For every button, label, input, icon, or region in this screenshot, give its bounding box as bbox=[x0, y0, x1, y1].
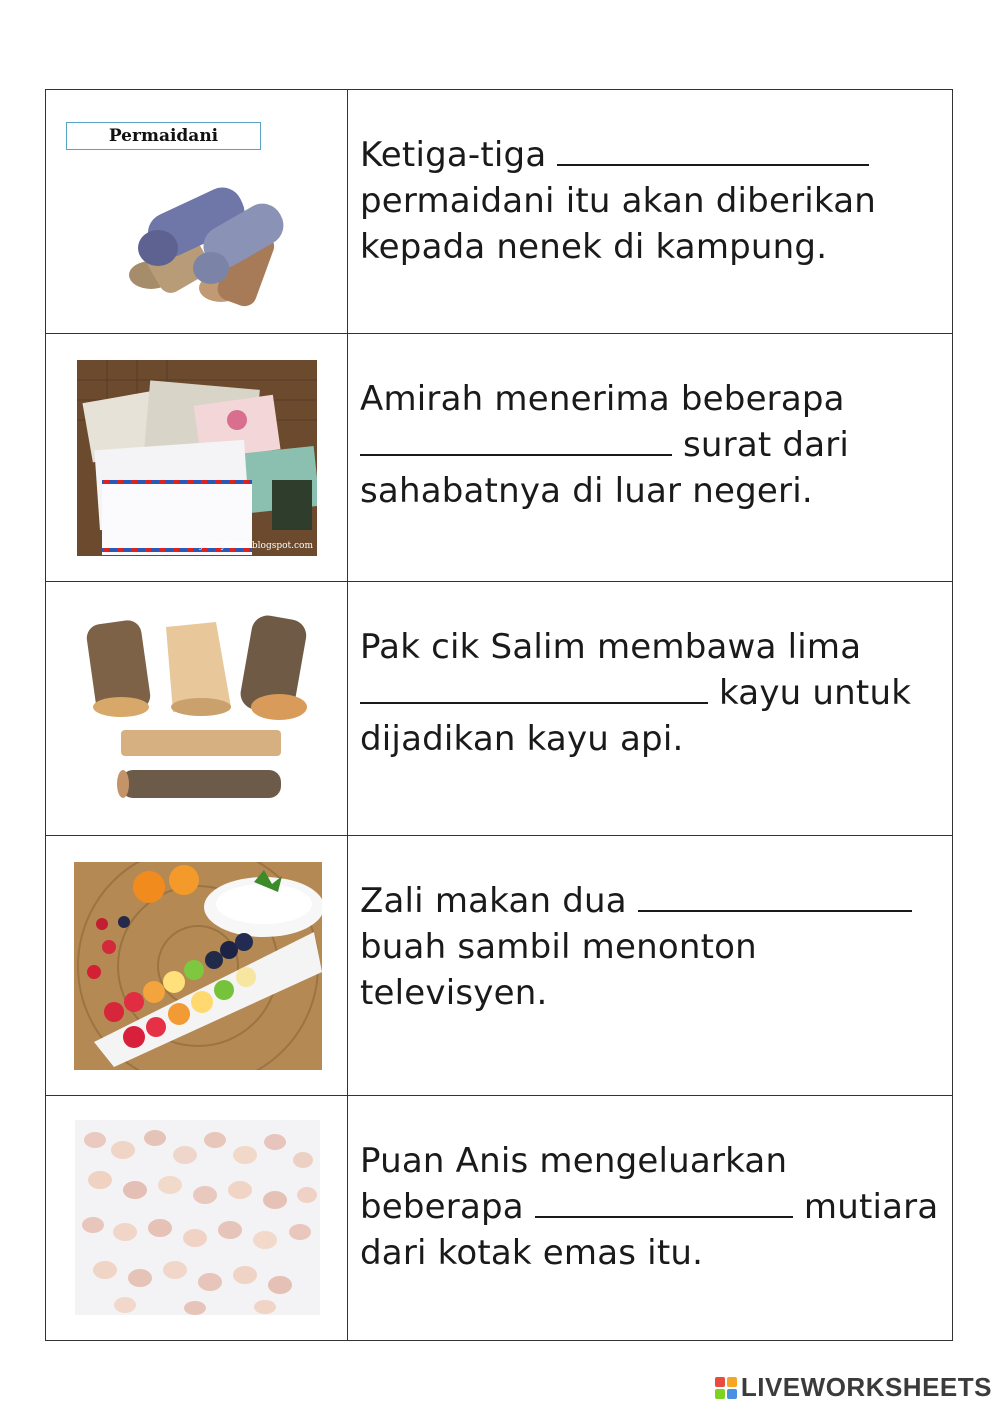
table-row bbox=[46, 1096, 952, 1340]
pearls-icon bbox=[75, 1120, 320, 1315]
answer-blank[interactable] bbox=[535, 1186, 793, 1218]
image-cell bbox=[46, 836, 348, 1095]
sentence-cell bbox=[348, 90, 952, 333]
answer-blank[interactable] bbox=[638, 880, 912, 912]
sentence-text-after: mutiara dari kotak emas itu. bbox=[360, 1187, 939, 1273]
image-watermark: yanayassin.blogspot.com bbox=[199, 541, 313, 551]
wood-logs-icon bbox=[81, 612, 316, 812]
brand-name: LIVEWORKSHEETS bbox=[740, 1372, 992, 1402]
sentence-text-before: Amirah menerima beberapa bbox=[360, 379, 845, 419]
table-row bbox=[46, 836, 952, 1096]
sentence-text-after: permaidani itu akan diberikan kepada nenek di kampung. bbox=[360, 181, 876, 267]
sentence-text-before: Pak cik Salim membawa lima bbox=[360, 627, 862, 667]
image-cell bbox=[46, 334, 348, 581]
worksheet-table bbox=[45, 89, 953, 1341]
image-caption: Permaidani bbox=[66, 122, 261, 150]
fruit-skewers-icon bbox=[74, 862, 322, 1070]
table-row bbox=[46, 334, 952, 582]
liveworksheets-logo-icon bbox=[715, 1377, 737, 1399]
sentence-cell bbox=[348, 582, 952, 835]
sentence-cell bbox=[348, 334, 952, 581]
answer-blank[interactable] bbox=[360, 672, 708, 704]
image-cell bbox=[46, 1096, 348, 1340]
table-row bbox=[46, 90, 952, 334]
answer-blank[interactable] bbox=[360, 424, 672, 456]
rolled-carpets-icon bbox=[116, 160, 296, 310]
letters-envelopes-icon bbox=[77, 360, 317, 556]
sentence-text-after: kayu untuk dijadikan kayu api. bbox=[360, 673, 912, 759]
sentence-text-after: buah sambil menonton televisyen. bbox=[360, 927, 757, 1013]
table-row bbox=[46, 582, 952, 836]
image-cell bbox=[46, 90, 348, 333]
sentence-text-before: Zali makan dua bbox=[360, 881, 627, 921]
sentence-text-after: surat dari sahabatnya di luar negeri. bbox=[360, 425, 850, 511]
sentence-text-before: Ketiga-tiga bbox=[360, 135, 547, 175]
answer-blank[interactable] bbox=[557, 134, 869, 166]
liveworksheets-footer bbox=[715, 1372, 992, 1403]
image-cell bbox=[46, 582, 348, 835]
sentence-cell bbox=[348, 836, 952, 1095]
sentence-cell bbox=[348, 1096, 952, 1340]
sentence-text-before: Puan Anis mengeluarkan beberapa bbox=[360, 1141, 788, 1227]
